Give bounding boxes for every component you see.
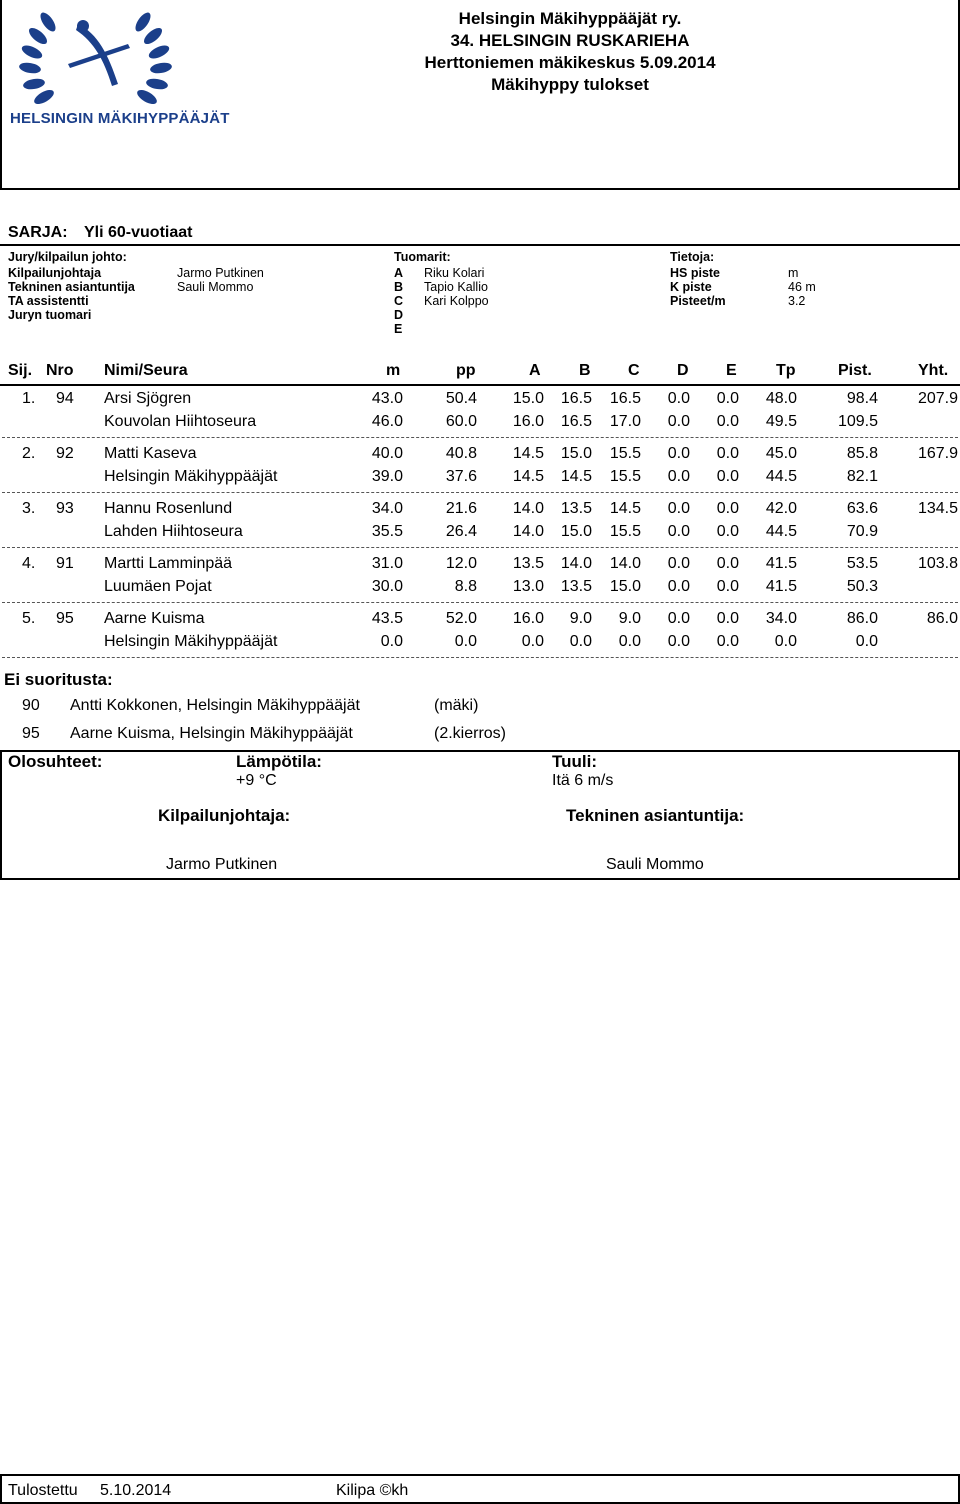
td-label: Tekninen asiantuntija: (566, 806, 745, 825)
col-name: Nimi/Seura (104, 362, 188, 379)
row-separator (2, 492, 958, 493)
result-nro: 91 (56, 555, 74, 572)
result-total: 86.0 (926, 610, 958, 627)
col-b: B (579, 362, 591, 379)
jury-role-1: Kilpailunjohtaja (8, 266, 102, 280)
result-cell: 15.0 (512, 390, 544, 407)
row-separator (2, 657, 958, 658)
result-rank: 3. (22, 500, 36, 517)
dnf-nro-2: 95 (22, 725, 40, 742)
result-cell: 0.0 (667, 610, 690, 627)
temp-label: Lämpötila: (236, 752, 322, 771)
result-club: Helsingin Mäkihyppääjät (104, 633, 278, 650)
result-cell: 41.5 (765, 555, 797, 572)
header-event: 34. HELSINGIN RUSKARIEHA (450, 31, 690, 50)
result-name: Matti Kaseva (104, 445, 197, 462)
wind-label: Tuuli: (552, 752, 597, 771)
result-cell: 0.0 (667, 633, 690, 650)
series-name: Yli 60-vuotiaat (84, 224, 193, 241)
info-value-pm: 3.2 (788, 294, 806, 308)
result-name: Martti Lamminpää (104, 555, 233, 572)
result-nro: 92 (56, 445, 74, 462)
result-cell: 15.0 (560, 445, 592, 462)
judge-letter-a: A (394, 266, 404, 280)
result-cell: 15.5 (609, 468, 641, 485)
judges-title: Tuomarit: (394, 250, 451, 264)
col-yht: Yht. (918, 362, 949, 379)
result-cell: 63.6 (846, 500, 878, 517)
result-rank: 5. (22, 610, 36, 627)
logo-text: HELSINGIN MÄKIHYPPÄÄJÄT (10, 110, 230, 127)
results-header-row (0, 362, 960, 384)
series-label: SARJA: (8, 224, 68, 241)
result-cell: 14.5 (512, 468, 544, 485)
col-e: E (726, 362, 737, 379)
result-club: Helsingin Mäkihyppääjät (104, 468, 278, 485)
result-club: Luumäen Pojat (104, 578, 212, 595)
result-rank: 1. (22, 390, 36, 407)
result-cell: 0.0 (521, 633, 544, 650)
conditions-box (0, 750, 960, 880)
wind-value: Itä 6 m/s (552, 772, 614, 789)
result-cell: 46.0 (371, 413, 403, 430)
result-cell: 13.0 (512, 578, 544, 595)
col-tp: Tp (776, 362, 796, 379)
result-cell: 16.5 (609, 390, 641, 407)
row-separator (2, 437, 958, 438)
result-cell: 52.0 (445, 610, 477, 627)
result-cell: 0.0 (716, 445, 739, 462)
result-cell: 15.5 (609, 445, 641, 462)
result-total: 103.8 (917, 555, 958, 572)
result-cell: 13.5 (512, 555, 544, 572)
result-cell: 34.0 (371, 500, 403, 517)
dnf-name-1: Antti Kokkonen, Helsingin Mäkihyppääjät (70, 697, 360, 714)
result-cell: 0.0 (716, 390, 739, 407)
col-a: A (529, 362, 541, 379)
judge-letter-e: E (394, 322, 403, 336)
result-cell: 14.5 (609, 500, 641, 517)
result-cell: 16.0 (512, 413, 544, 430)
row-separator (2, 547, 958, 548)
result-cell: 14.5 (560, 468, 592, 485)
result-total: 134.5 (917, 500, 958, 517)
result-cell: 0.0 (667, 555, 690, 572)
col-nro: Nro (46, 362, 74, 379)
info-label-hs: HS piste (670, 266, 721, 280)
result-cell: 109.5 (837, 413, 878, 430)
judge-letter-c: C (394, 294, 404, 308)
result-cell: 0.0 (667, 578, 690, 595)
result-nro: 95 (56, 610, 74, 627)
jury-name-2: Sauli Mommo (177, 280, 254, 294)
result-cell: 0.0 (716, 500, 739, 517)
result-cell: 44.5 (765, 523, 797, 540)
result-cell: 14.5 (512, 445, 544, 462)
series-rule (0, 244, 960, 246)
result-cell: 0.0 (716, 578, 739, 595)
software-credit: Kilipa ©kh (336, 1482, 409, 1499)
result-club: Kouvolan Hiihtoseura (104, 413, 257, 430)
col-rank: Sij. (8, 362, 33, 379)
result-total: 167.9 (917, 445, 958, 462)
header-rule (0, 384, 960, 386)
result-cell: 45.0 (765, 445, 797, 462)
result-nro: 93 (56, 500, 74, 517)
jury-title: Jury/kilpailun johto: (8, 250, 127, 264)
col-d: D (677, 362, 689, 379)
result-cell: 14.0 (560, 555, 592, 572)
result-cell: 15.0 (560, 523, 592, 540)
result-cell: 0.0 (380, 633, 403, 650)
printed-date: 5.10.2014 (100, 1482, 172, 1499)
result-cell: 0.0 (667, 500, 690, 517)
row-separator (2, 602, 958, 603)
conditions-label: Olosuhteet: (8, 752, 103, 771)
col-pp: pp (456, 362, 476, 379)
result-cell: 0.0 (774, 633, 797, 650)
result-cell: 39.0 (371, 468, 403, 485)
result-cell: 48.0 (765, 390, 797, 407)
result-cell: 0.0 (667, 390, 690, 407)
result-cell: 0.0 (716, 610, 739, 627)
result-cell: 30.0 (371, 578, 403, 595)
result-cell: 15.0 (609, 578, 641, 595)
info-label-k: K piste (670, 280, 712, 294)
result-total: 207.9 (917, 390, 958, 407)
result-name: Aarne Kuisma (104, 610, 205, 627)
info-label-pm: Pisteet/m (670, 294, 726, 308)
result-cell: 9.0 (569, 610, 592, 627)
temp-value: +9 °C (236, 772, 277, 789)
result-cell: 41.5 (765, 578, 797, 595)
result-cell: 49.5 (765, 413, 797, 430)
result-cell: 53.5 (846, 555, 878, 572)
result-cell: 9.0 (618, 610, 641, 627)
result-cell: 0.0 (667, 523, 690, 540)
result-cell: 16.5 (560, 390, 592, 407)
result-cell: 31.0 (371, 555, 403, 572)
info-value-hs: m (788, 266, 799, 280)
result-cell: 16.5 (560, 413, 592, 430)
result-cell: 0.0 (667, 468, 690, 485)
result-cell: 0.0 (569, 633, 592, 650)
dnf-reason-2: (2.kierros) (434, 725, 507, 742)
result-cell: 14.0 (512, 523, 544, 540)
judge-letter-b: B (394, 280, 404, 294)
col-c: C (628, 362, 640, 379)
judge-name-a: Riku Kolari (424, 266, 485, 280)
result-cell: 13.5 (560, 500, 592, 517)
result-cell: 0.0 (618, 633, 641, 650)
result-cell: 0.0 (855, 633, 878, 650)
result-cell: 70.9 (846, 523, 878, 540)
judge-name-c: Kari Kolppo (424, 294, 489, 308)
header-org: Helsingin Mäkihyppääjät ry. (458, 9, 682, 28)
result-cell: 26.4 (445, 523, 477, 540)
result-cell: 86.0 (846, 610, 878, 627)
result-cell: 82.1 (846, 468, 878, 485)
td-name: Sauli Mommo (606, 856, 704, 873)
result-cell: 0.0 (667, 413, 690, 430)
result-cell: 50.3 (846, 578, 878, 595)
result-cell: 13.5 (560, 578, 592, 595)
jury-role-2: Tekninen asiantuntija (8, 280, 135, 294)
result-cell: 42.0 (765, 500, 797, 517)
dnf-title: Ei suoritusta: (4, 670, 113, 689)
result-cell: 43.5 (371, 610, 403, 627)
result-cell: 0.0 (667, 445, 690, 462)
result-cell: 0.0 (716, 468, 739, 485)
result-rank: 4. (22, 555, 36, 572)
result-club: Lahden Hiihtoseura (104, 523, 243, 540)
result-rank: 2. (22, 445, 36, 462)
result-cell: 0.0 (716, 523, 739, 540)
result-cell: 37.6 (445, 468, 477, 485)
judge-name-b: Tapio Kallio (424, 280, 488, 294)
result-cell: 12.0 (445, 555, 477, 572)
header-venue: Herttoniemen mäkikeskus 5.09.2014 (424, 53, 716, 72)
result-cell: 15.5 (609, 523, 641, 540)
result-name: Hannu Rosenlund (104, 500, 233, 517)
result-name: Arsi Sjögren (104, 390, 192, 407)
result-cell: 40.0 (371, 445, 403, 462)
result-cell: 0.0 (716, 633, 739, 650)
printed-label: Tulostettu (8, 1482, 78, 1499)
result-cell: 35.5 (371, 523, 403, 540)
dnf-nro-1: 90 (22, 697, 40, 714)
dnf-name-2: Aarne Kuisma, Helsingin Mäkihyppääjät (70, 725, 353, 742)
result-cell: 16.0 (512, 610, 544, 627)
col-pist: Pist. (838, 362, 872, 379)
jury-name-1: Jarmo Putkinen (177, 266, 264, 280)
result-cell: 14.0 (512, 500, 544, 517)
result-cell: 0.0 (716, 555, 739, 572)
result-cell: 14.0 (609, 555, 641, 572)
result-nro: 94 (56, 390, 74, 407)
dnf-reason-1: (mäki) (434, 697, 479, 714)
result-cell: 43.0 (371, 390, 403, 407)
header-doc-title: Mäkihyppy tulokset (491, 75, 649, 94)
judge-letter-d: D (394, 308, 404, 322)
result-cell: 34.0 (765, 610, 797, 627)
result-cell: 17.0 (609, 413, 641, 430)
info-title: Tietoja: (670, 250, 715, 264)
col-m: m (386, 362, 401, 379)
result-cell: 50.4 (445, 390, 477, 407)
result-cell: 85.8 (846, 445, 878, 462)
result-cell: 0.0 (716, 413, 739, 430)
jury-role-4: Juryn tuomari (8, 308, 92, 322)
director-label: Kilpailunjohtaja: (158, 806, 291, 825)
director-name: Jarmo Putkinen (166, 856, 278, 873)
info-value-k: 46 m (788, 280, 816, 294)
result-cell: 40.8 (445, 445, 477, 462)
result-cell: 44.5 (765, 468, 797, 485)
result-cell: 98.4 (846, 390, 878, 407)
result-cell: 21.6 (445, 500, 477, 517)
result-cell: 0.0 (454, 633, 477, 650)
jury-role-3: TA assistentti (8, 294, 89, 308)
result-cell: 60.0 (445, 413, 477, 430)
result-cell: 8.8 (454, 578, 477, 595)
